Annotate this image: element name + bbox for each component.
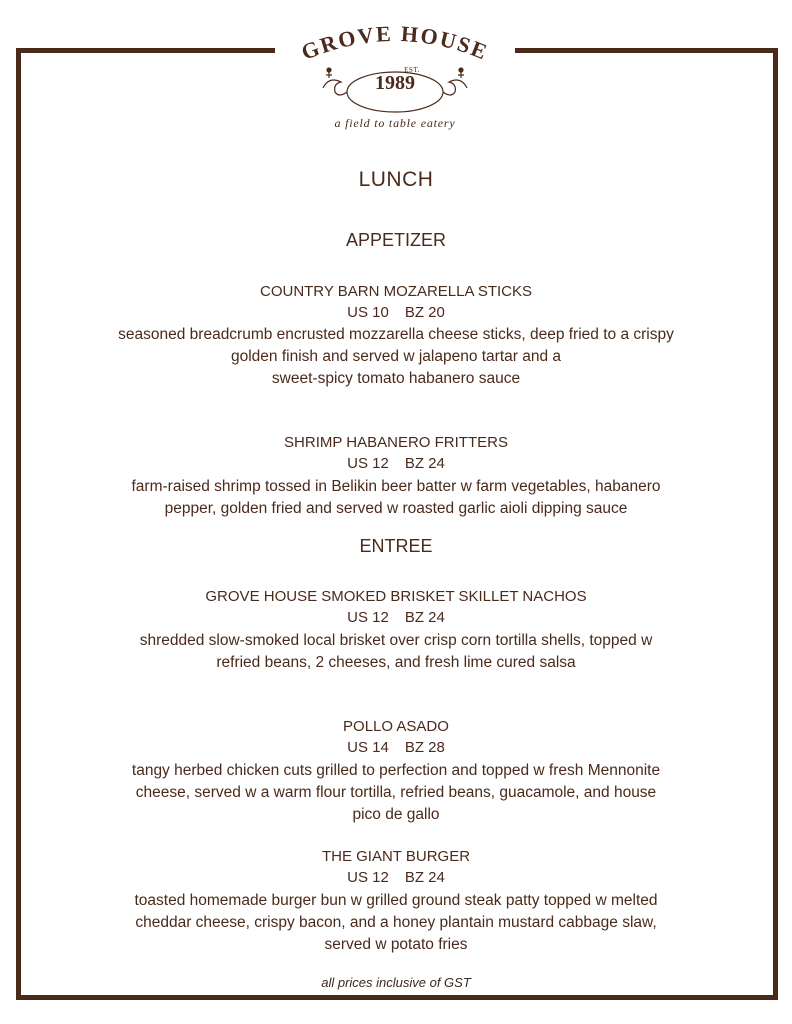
tagline: a field to table eatery (334, 116, 456, 130)
svg-text:GROVE HOUSE (298, 21, 492, 65)
price-bz: BZ 24 (404, 455, 445, 472)
item-description (0, 630, 792, 674)
price-us: US 12 (347, 609, 389, 626)
section-heading-entree: ENTREE (359, 536, 433, 556)
est-label: EST. (404, 66, 420, 74)
item-price (0, 304, 792, 321)
price-bz: BZ 28 (404, 739, 445, 756)
price-bz: BZ 24 (404, 869, 445, 886)
menu-title: LUNCH (358, 168, 434, 191)
est-year: 1989 (375, 72, 415, 94)
item-description (0, 890, 792, 956)
desc-line: served w potato fries (324, 936, 468, 953)
logo (275, 18, 515, 136)
desc-line: farm-raised shrimp tossed in Belikin beer batter w farm vegetables, habanero (131, 478, 661, 495)
item-name: GROVE HOUSE SMOKED BRISKET SKILLET NACHOS (205, 588, 587, 605)
price-footnote: all prices inclusive of GST (321, 975, 471, 990)
item-description (0, 760, 792, 826)
item-name: SHRIMP HABANERO FRITTERS (284, 434, 508, 451)
price-us: US 12 (347, 869, 389, 886)
desc-line: refried beans, 2 cheeses, and fresh lime cured salsa (216, 654, 576, 671)
brand-name: GROVE HOUSE (297, 20, 493, 65)
desc-line: pico de gallo (352, 806, 440, 823)
item-price (0, 869, 792, 886)
item-price (0, 739, 792, 756)
item-name: POLLO ASADO (343, 718, 449, 735)
item-name: COUNTRY BARN MOZARELLA STICKS (259, 283, 532, 300)
price-us: US 14 (347, 739, 389, 756)
item-description (0, 476, 792, 520)
desc-line: pepper, golden fried and served w roasted garlic aioli dipping sauce (164, 500, 628, 517)
section-heading-appetizer: APPETIZER (345, 230, 447, 250)
price-bz: BZ 24 (404, 609, 445, 626)
item-description (0, 324, 792, 390)
item-price (0, 455, 792, 472)
item-price (0, 609, 792, 626)
desc-line: sweet-spicy tomato habanero sauce (271, 370, 521, 387)
desc-line: tangy herbed chicken cuts grilled to perfection and topped w fresh Mennonite (131, 762, 661, 779)
price-us: US 12 (347, 455, 389, 472)
desc-line: seasoned breadcrumb encrusted mozzarella cheese sticks, deep fried to a crispy (118, 326, 674, 343)
desc-line: toasted homemade burger bun w grilled ground steak patty topped w melted (134, 892, 658, 909)
price-us: US 10 (347, 304, 389, 321)
desc-line: cheddar cheese, crispy bacon, and a honey plantain mustard cabbage slaw, (135, 914, 657, 931)
price-bz: BZ 20 (404, 304, 445, 321)
item-name: THE GIANT BURGER (321, 848, 471, 865)
desc-line: shredded slow-smoked local brisket over crisp corn tortilla shells, topped w (139, 632, 653, 649)
desc-line: golden finish and served w jalapeno tartar and a (230, 348, 562, 365)
desc-line: cheese, served w a warm flour tortilla, refried beans, guacamole, and house (135, 784, 657, 801)
